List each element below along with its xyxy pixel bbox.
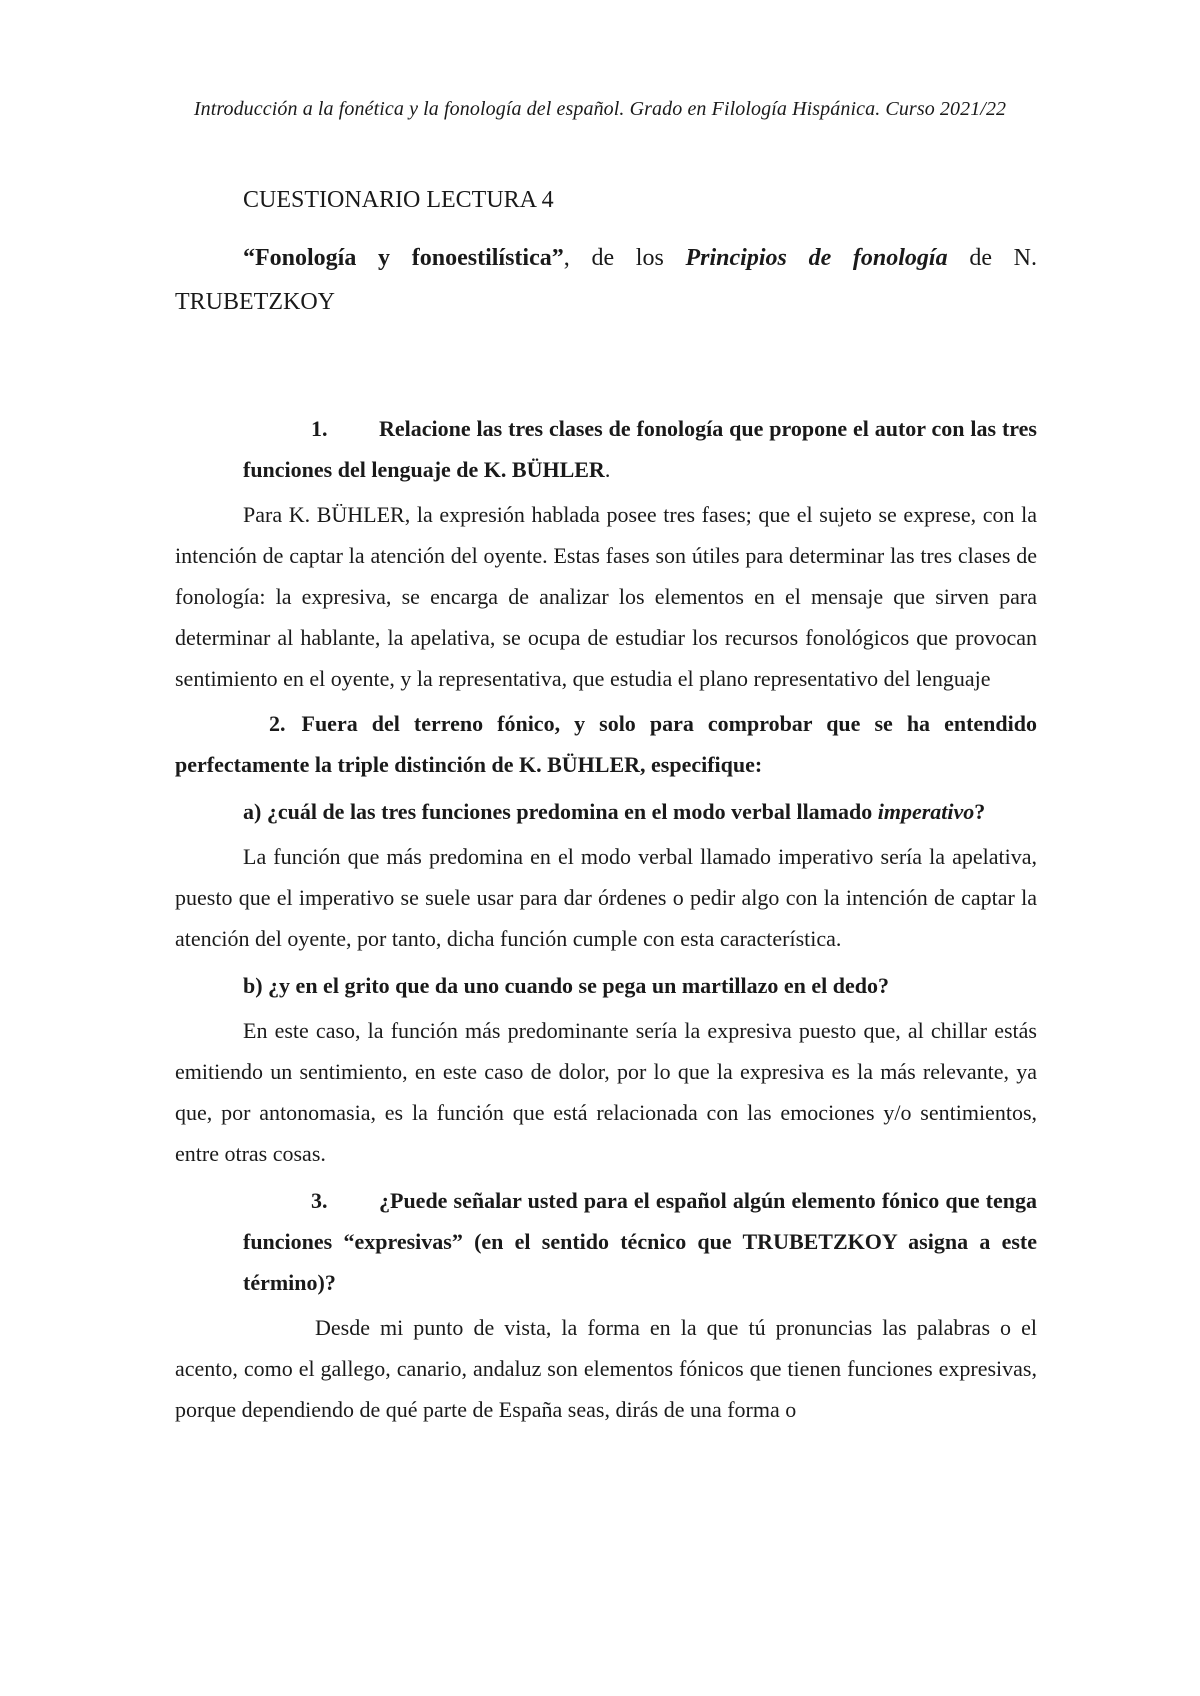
question-2a-end: ? — [974, 799, 986, 824]
question-2a — [175, 791, 1037, 832]
subtitle-author: de N. TRUBETZKOY — [175, 245, 1038, 315]
question-2 — [175, 703, 1037, 785]
subtitle-book-title: Principios de fonología — [685, 245, 948, 271]
question-1 — [175, 408, 1037, 490]
question-2a-text: a) ¿cuál de las tres funciones predomina en el modo verbal llamado — [243, 799, 878, 824]
answer-2a: La función que más predomina en el modo verbal llamado imperativo sería la apelativa, puesto que el imperativo se suele usar para dar órdenes o pedir algo con la intención de captar la atención del oyente, por tanto, dicha función cumple con esta característica. — [175, 844, 1037, 951]
question-1-tail: . — [604, 457, 611, 482]
answer-2b: En este caso, la función más predominante sería la expresiva puesto que, al chillar estás emitiendo un sentimiento, en este caso de dolor, por lo que la expresiva es la más relevante, ya que, por antonomasia, es la función que está relacionada con las emociones y/o sentimientos, entre otras cosas. — [175, 1018, 1037, 1166]
question-2a-emph: imperativo — [877, 799, 975, 824]
document-subtitle — [175, 236, 1037, 324]
running-header: Introducción a la fonética y la fonología del español. Grado en Filología Hispánica. Curso 2021/22 — [193, 98, 1007, 120]
question-3-text: ¿Puede señalar usted para el español algún elemento fónico que tenga funciones “expresivas” (en el sentido técnico que TRUBETZKOY asigna a este término)? — [243, 1188, 1037, 1295]
question-2-number: 2. — [269, 711, 286, 736]
question-1-number: 1. — [311, 416, 328, 441]
subtitle-connector: , de los — [563, 245, 686, 271]
question-1-text: Relacione las tres clases de fonología que propone el autor con las tres funciones del lenguaje de K. BÜHLER — [243, 416, 1037, 482]
answer-3: Desde mi punto de vista, la forma en la que tú pronuncias las palabras o el acento, como el gallego, canario, andaluz son elementos fónicos que tienen funciones expresivas, porque dependiendo de qué parte de España seas, dirás de una forma o — [175, 1315, 1037, 1422]
answer-1: Para K. BÜHLER, la expresión hablada posee tres fases; que el sujeto se exprese, con la intención de captar la atención del oyente. Estas fases son útiles para determinar las tres clases de fonología: la expresiva, se encarga de analizar los elementos en el mensaje que sirven para determinar al hablante, la apelativa, se ocupa de estudiar los recursos fonológicos que provocan sentimiento en el oyente, y la representativa, que estudia el plano representativo del lenguaje — [175, 502, 1037, 691]
question-3-number: 3. — [311, 1188, 328, 1213]
question-3 — [175, 1180, 1037, 1303]
subtitle-quoted-title: “Fonología y fonoestilística” — [243, 245, 564, 271]
question-2b: b) ¿y en el grito que da uno cuando se pega un martillazo en el dedo? — [243, 973, 889, 998]
document-title: CUESTIONARIO LECTURA 4 — [243, 187, 554, 213]
document-body — [175, 178, 1037, 1430]
question-2-text: Fuera del terreno fónico, y solo para comprobar que se ha entendido perfectamente la triple distinción de K. BÜHLER, especifique: — [175, 711, 1037, 777]
